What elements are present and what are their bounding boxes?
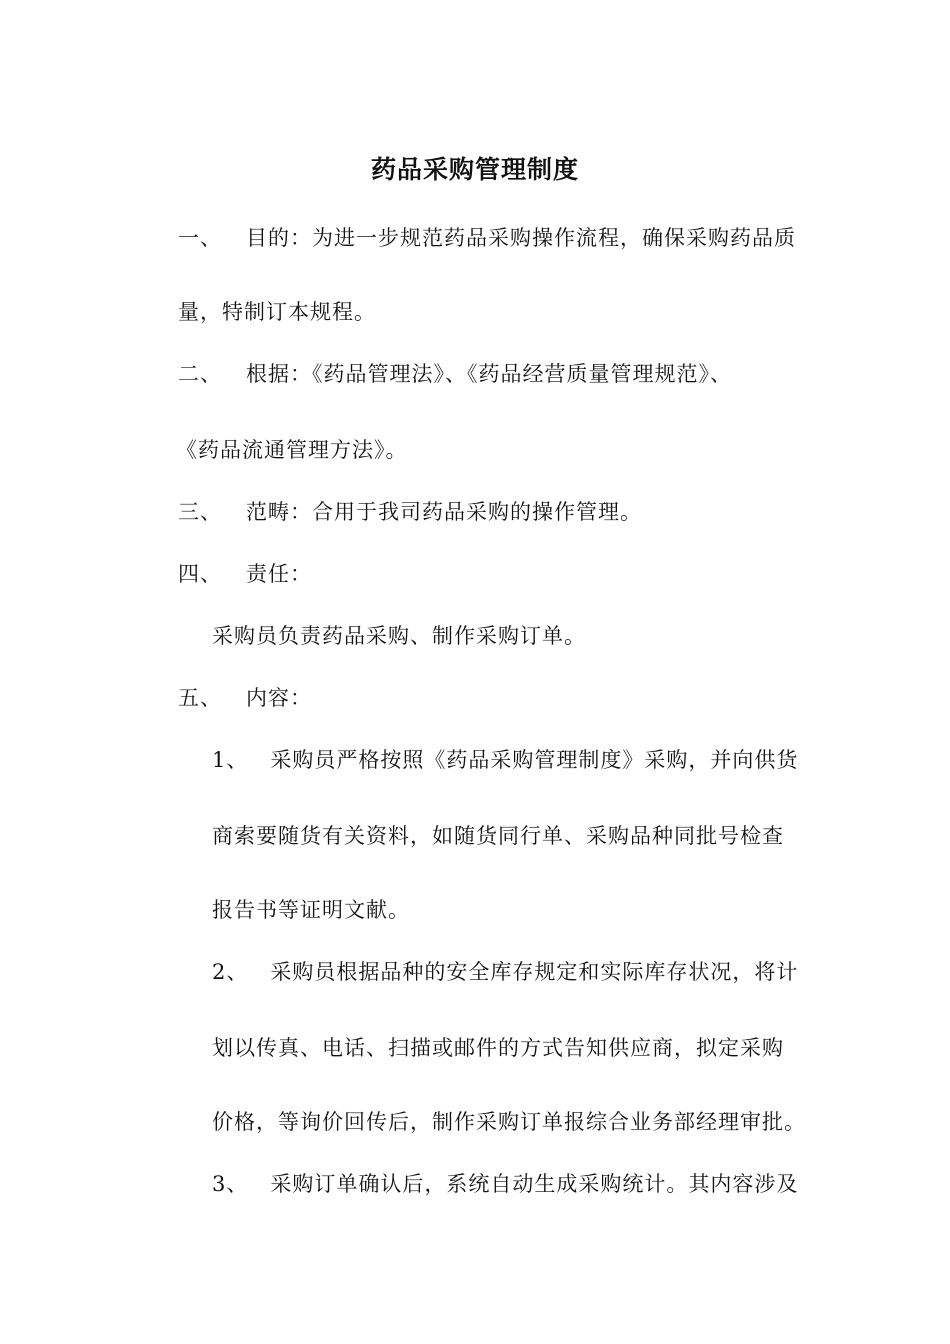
item-1-line-3: 报告书等证明文献。 (212, 898, 410, 922)
section-2-number: 二、 (178, 362, 222, 386)
item-1-text: 采购员严格按照《药品采购管理制度》采购，并向供货 (270, 748, 799, 772)
section-4-text-line-1: 责任： (246, 562, 312, 586)
section-2-text-line-1: 根据：《药品管理法》、《药品经营质量管理规范》、 (246, 362, 732, 386)
item-3-line-1 (212, 1168, 798, 1198)
item-2-number: 2、 (212, 960, 249, 984)
section-3-text-line-1: 范畴：合用于我司药品采购的操作管理。 (246, 500, 642, 524)
section-1-number: 一、 (178, 226, 222, 250)
section-2-text-line-2: 《药品流通管理方法》。 (176, 438, 408, 462)
item-2-line-1 (212, 956, 798, 986)
item-1-line-1 (212, 744, 798, 774)
section-4-number: 四、 (178, 562, 222, 586)
section-3-number: 三、 (178, 500, 222, 524)
item-2-line-2: 划以传真、电话、扫描或邮件的方式告知供应商，拟定采购 (212, 1036, 784, 1060)
item-3-number: 3、 (212, 1172, 249, 1196)
item-3-text: 采购订单确认后，系统自动生成采购统计。其内容涉及 (270, 1172, 799, 1196)
section-4-text-line-2: 采购员负责药品采购、制作采购订单。 (212, 624, 586, 648)
item-2-text: 采购员根据品种的安全库存规定和实际库存状况，将计 (270, 960, 799, 984)
item-2-line-3: 价格，等询价回传后，制作采购订单报综合业务部经理审批。 (212, 1110, 806, 1134)
document-title: 药品采购管理制度 (370, 155, 579, 184)
item-1-number: 1、 (212, 748, 249, 772)
section-1-text-line-2: 量，特制订本规程。 (178, 300, 376, 324)
section-5-number: 五、 (178, 686, 222, 710)
item-1-line-2: 商索要随货有关资料，如随货同行单、采购品种同批号检查 (212, 824, 784, 848)
section-1-text-line-1: 目的：为进一步规范药品采购操作流程，确保采购药品质 (246, 226, 796, 250)
section-5-text-line-1: 内容： (246, 686, 312, 710)
